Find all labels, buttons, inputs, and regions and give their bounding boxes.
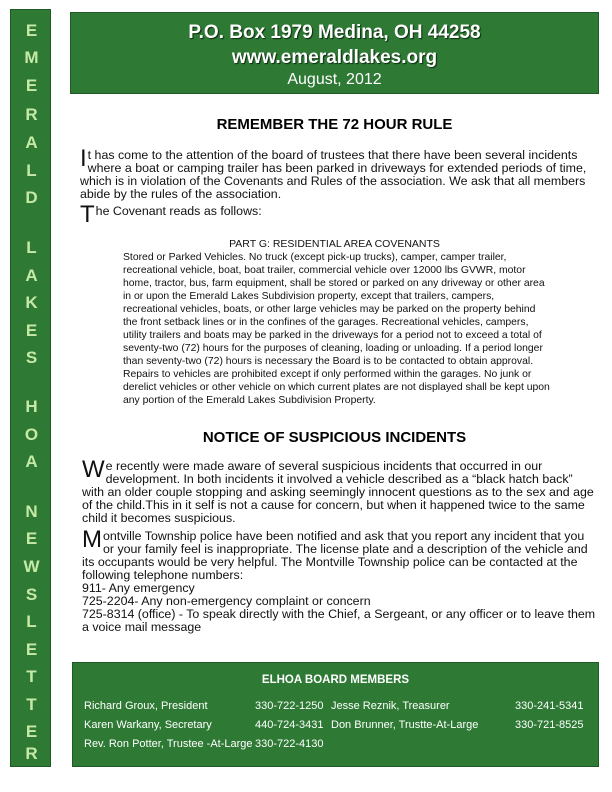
covenant-body: Stored or Parked Vehicles. No truck (except pick-up trucks), camper, camper trailer, recreational vehicle, boat, boat trailer, commercial vehicle over 12000 lbs GVWR, motor home, tractor, bus, farm equipment, shall be stored or parked on any driveway or other area in or upon the Emerald Lakes Subdivision property, except that trailers, campers, recreational vehicles, boats, or other large vehicles may be parked on the property behind the front setback lines or in the confines of the garages. Recreational vehicles, campers, utility trailers and boats may be parked in the driveways for a period not to exceed a total of seventy-two (72) hours for the purposes of cleaning, loading or unloading. If a period longer than seventy-two (72) hours is necessary the Board is to be contacted to obtain approval. Repairs to vehicles are prohibited except if only performed within the garages. No junk or derelict vehicles or other vehicle on which current plates are not displayed shall be kept upon any portion of the Emerald Lakes Subdivision Property. (123, 252, 550, 406)
board-title: ELHOA BOARD MEMBERS (261, 674, 410, 686)
side-letter: L (26, 612, 37, 631)
paragraph-text: ontville Township police have been notified and ask that you report any incident that you or your family feel is inappropriate. The license plate and a description of the vehicle and its occupants would be very helpful. The Montville Township police can be contacted at the following telephone numbers: (82, 529, 588, 582)
side-letter: S (25, 348, 38, 367)
side-letter: A (25, 133, 38, 152)
side-letter: E (25, 76, 38, 95)
side-letter: N (25, 502, 38, 521)
side-letter: H (25, 397, 38, 416)
side-letter: K (25, 293, 38, 312)
phone-line-emergency: 911- Any emergency (82, 581, 195, 595)
board-member-phone: 330-722-4130 (255, 738, 324, 750)
side-letter: R (25, 105, 38, 124)
drop-cap: I (80, 145, 87, 172)
board-member-name: Rev. Ron Potter, Trustee -At-Large (84, 738, 253, 750)
side-letter: R (25, 744, 38, 763)
paragraph-text: t has come to the attention of the board of trustees that there have been several incidents where a boat or camping trailer has been parked in driveways for extended periods of time, which is in violation of the Covenants and Rules of the association. We ask that all members abide by the rules of the association. (80, 148, 587, 201)
side-letter: T (26, 667, 37, 686)
drop-cap: W (82, 456, 105, 483)
board-member-name: Don Brunner, Trustte-At-Large (331, 719, 479, 731)
side-letter: E (25, 529, 38, 548)
side-banner (10, 9, 51, 767)
phone-line-non-emergency: 725-2204- Any non-emergency complaint or concern (82, 594, 371, 608)
side-letter: M (24, 48, 39, 67)
side-letter: E (25, 722, 38, 741)
section-title-72-hour-rule: REMEMBER THE 72 HOUR RULE (216, 116, 453, 133)
board-member-name: Karen Warkany, Secretary (84, 719, 212, 731)
side-letter: A (25, 452, 38, 471)
side-letter: D (25, 188, 38, 207)
newsletter-header (70, 12, 599, 94)
side-letter: E (25, 321, 38, 340)
header-website: www.emeraldlakes.org (231, 47, 438, 68)
header-date: August, 2012 (287, 71, 382, 88)
paragraph-covenant-intro (80, 201, 595, 228)
drop-cap: T (80, 201, 95, 228)
side-letter: S (25, 585, 38, 604)
side-letter: T (26, 695, 37, 714)
side-letter: O (24, 425, 39, 444)
paragraph-police-contact (82, 526, 597, 634)
board-member-phone: 330-721-8525 (515, 719, 584, 731)
side-letter: A (25, 266, 38, 285)
side-letter: L (26, 238, 37, 257)
covenant-title: PART G: RESIDENTIAL AREA COVENANTS (229, 238, 440, 250)
board-members-box (72, 662, 599, 767)
board-member-name: Jesse Reznik, Treasurer (331, 700, 450, 712)
side-letter: E (25, 21, 38, 40)
board-member-phone: 440-724-3431 (255, 719, 324, 731)
phone-line-office: 725-8314 (office) - To speak directly with the Chief, a Sergeant, or any officer or to leave them a voice mail message (82, 607, 596, 634)
paragraph-text: he Covenant reads as follows: (95, 204, 262, 218)
side-letter: L (26, 161, 37, 180)
board-member-name: Richard Groux, President (84, 700, 208, 712)
paragraph-suspicious-incidents (82, 456, 597, 525)
side-letter: W (23, 557, 40, 576)
header-address: P.O. Box 1979 Medina, OH 44258 (188, 22, 481, 43)
paragraph-text: e recently were made aware of several suspicious incidents that occurred in our development. In both incidents it involved a vehicle described as a “black hatch back” with an older couple stopping and asking seemingly innocent questions as to the sex and age of the child.This in it self is not a cause for concern, but when it happened twice to the same child it becomes suspicious. (82, 459, 594, 525)
side-letter: E (25, 640, 38, 659)
section-title-suspicious-incidents: NOTICE OF SUSPICIOUS INCIDENTS (202, 429, 467, 446)
board-member-phone: 330-722-1250 (255, 700, 324, 712)
drop-cap: M (82, 526, 102, 553)
paragraph-72-hour-intro (80, 145, 595, 201)
board-member-phone: 330-241-5341 (515, 700, 584, 712)
